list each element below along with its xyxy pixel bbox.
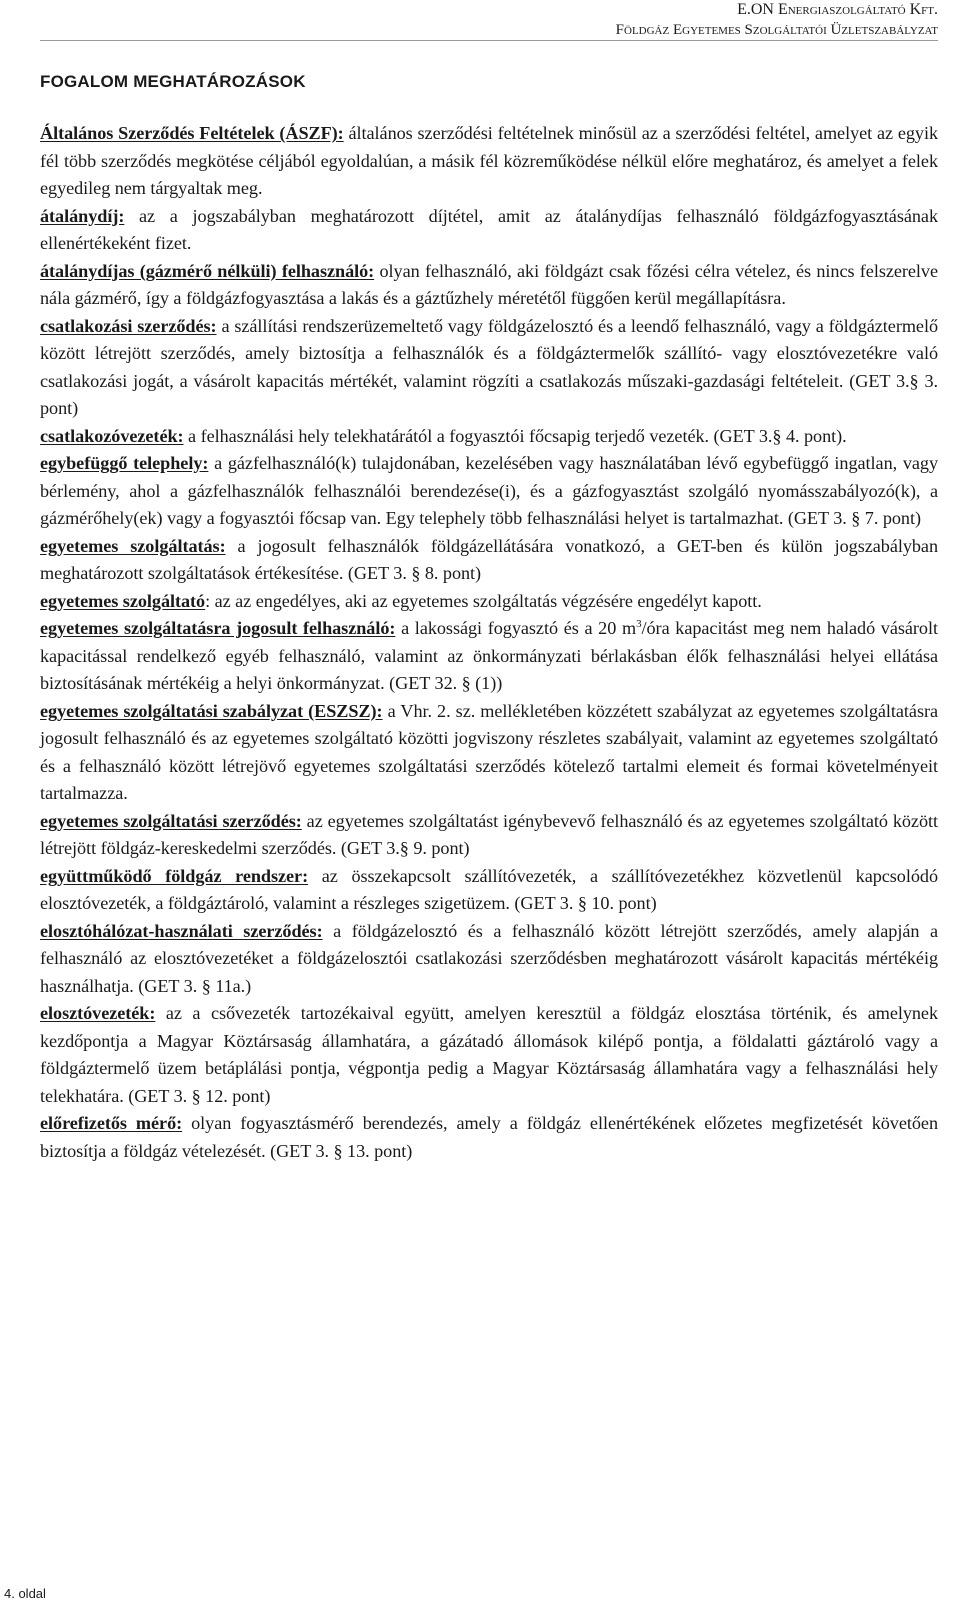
definition-text: általános szerződési feltételnek minősül az a szerződési feltétel, amelyet az egyik fél több szerződés megkötése céljából egyoldalúan, a másik fél közreműködése nélkül előre meghatároz, és amelyet a felek egyedileg nem tárgyaltak meg. (40, 123, 938, 198)
definition-elosztovezetek (40, 1000, 938, 1110)
definition-egyetemes-szolgaltato (40, 588, 938, 616)
definition-egyuttmukodo-rendszer (40, 863, 938, 918)
term: egyetemes szolgáltatási szabályzat (ESZSZ): (40, 700, 383, 721)
term: egyetemes szolgáltató (40, 590, 206, 611)
header-document-title: Földgáz Egyetemes Szolgáltatói Üzletszabályzat (615, 22, 938, 38)
definition-atalanydij (40, 203, 938, 258)
definitions-list (40, 120, 938, 1165)
term: átalánydíjas (gázmérő nélküli) felhasználó: (40, 260, 375, 281)
definition-text: a lakossági fogyasztó és a 20 m (395, 618, 637, 638)
term: egyetemes szolgáltatás: (40, 535, 226, 556)
definition-elosztohalozat-hasznalati (40, 918, 938, 1001)
definition-text: a felhasználási hely telekhatárától a fogyasztói főcsapig terjedő vezeték. (GET 3.§ 4. pont). (183, 425, 847, 446)
definition-egyetemes-szolgaltatasi-szerzodes (40, 808, 938, 863)
definition-text: a földgázelosztó és a felhasználó között létrejött szerződés, amely alapján a felhasználó az elosztóvezetéket a földgázelosztói csatlakozási szerződésben meghatározott vásárolt kapacitás mértékéig használhatja. (GET 3. § 11a.) (40, 920, 938, 996)
term: előrefizetős mérő: (40, 1113, 183, 1133)
definition-elorefizetos-mero (40, 1110, 938, 1165)
definition-text: a szállítási rendszerüzemeltető vagy földgázelosztó és a leendő felhasználó, vagy a földgáztermelő között létrejött szerződés, amely biztosítja a felhasználók és a földgáztermelők szállító- vagy elosztóvezetékre való csatlakozási jogát, a vásárolt kapacitás mértékét, valamint rögzíti a csatlakozás műszaki-gazdasági feltételeit. (GET 3.§ 3. pont) (40, 315, 939, 418)
document-header (616, 0, 938, 40)
page-number: 4. oldal (4, 1586, 46, 1601)
term: átalánydíj: (40, 205, 125, 226)
definition-text: a jogosult felhasználók földgázellátására vonatkozó, a GET-ben és külön jogszabályban meghatározott szolgáltatások értékesítése. (GET 3. § 8. pont) (40, 535, 938, 583)
definition-text: : az az engedélyes, aki az egyetemes szolgáltatás végzésére engedélyt kapott. (205, 590, 762, 611)
definition-csatlakozovezetek (40, 423, 938, 451)
term: csatlakozóvezeték: (40, 425, 184, 446)
definition-text: a gázfelhasználó(k) tulajdonában, kezelésében vagy használatában lévő egybefüggő ingatlan, vagy bérlemény, ahol a gázfelhasználók felhasználói berendezése(i), és a gázfogyasztást szolgáló nyomásszabályozó(k), a gázmérőhely(ek) vagy a fogyasztói főcsap van. Egy telephely több felhasználási helyet is tartalmazhat. (GET 3. § 7. pont) (40, 453, 938, 528)
section-title: FOGALOM MEGHATÁROZÁSOK (40, 72, 306, 91)
header-company: E.ON Energiaszolgáltató Kft. (737, 1, 938, 18)
definition-egyetemes-szolgaltatas (40, 533, 938, 588)
definition-text: az a csővezeték tartozékaival együtt, amelyen keresztül a földgáz elosztása történik, és amelynek kezdőpontja a Magyar Köztársaság államhatára, a gázátadó állomások kilépő pontja, a földalatti gáztároló vagy a földgáztermelő üzem betáplálási pontja, végpontja pedig a Magyar Köztársaság államhatára vagy a felhasználási hely telekhatára. (GET 3. § 12. pont) (40, 1003, 938, 1106)
term: Általános Szerződés Feltételek (ÁSZF): (40, 123, 344, 143)
superscript: 3 (636, 617, 642, 630)
definition-text: az a jogszabályban meghatározott díjtétel, amit az átalánydíjas felhasználó földgázfogyasztásának ellenértékeként fizet. (40, 205, 938, 253)
term: egyetemes szolgáltatásra jogosult felhasználó: (40, 618, 396, 638)
term: elosztóhálózat-használati szerződés: (40, 920, 323, 941)
term: együttműködő földgáz rendszer: (40, 865, 309, 886)
definition-text: a Vhr. 2. sz. mellékletében közzétett szabályzat az egyetemes szolgáltatásra jogosult felhasználó és az egyetemes szolgáltató közötti jogviszony részletes szabályait, valamint az egyetemes szolgáltató és a felhasználó között létrejövő egyetemes szolgáltatási szerződés kötelező tartalmi elemeit és formai követelményeit tartalmazza. (40, 700, 938, 803)
definition-text: olyan fogyasztásmérő berendezés, amely a földgáz ellenértékének előzetes megfizetését követően biztosítja a földgáz vételezését. (GET 3. § 13. pont) (40, 1113, 938, 1161)
definition-text: olyan felhasználó, aki földgázt csak főzési célra vételez, és nincs felszerelve nála gázmérő, így a földgázfogyasztása a lakás és a gáztűzhely méretétől függően kerül megállapításra. (40, 260, 938, 308)
definition-text: az összekapcsolt szállítóvezeték, a szállítóvezetékhez közvetlenül kapcsolódó elosztóvezeték, a földgáztároló, valamint a részleges szigetüzem. (GET 3. § 10. pont) (40, 865, 938, 913)
definition-text: az egyetemes szolgáltatást igénybevevő felhasználó és az egyetemes szolgáltató között létrejött földgáz-kereskedelmi szerződés. (GET 3.§ 9. pont) (40, 810, 938, 858)
definition-jogosult-felhasznalo (40, 615, 938, 698)
definition-egybefuggo-telephely (40, 450, 938, 533)
definition-eszsz (40, 698, 938, 808)
definition-aszf (40, 120, 938, 203)
term: csatlakozási szerződés: (40, 315, 217, 336)
term: elosztóvezeték: (40, 1003, 156, 1023)
header-rule (40, 40, 938, 41)
definition-csatlakozasi-szerzodes (40, 313, 938, 423)
term: egybefüggő telephely: (40, 453, 209, 473)
term: egyetemes szolgáltatási szerződés: (40, 810, 302, 831)
definition-text-cont: /óra kapacitást meg nem haladó vásárolt kapacitással rendelkező egyéb felhasználó, valamint az önkormányzati bérlakásban élők felhasználási helyei ellátása biztosításának mértékéig a helyi önkormányzat. (GET 32. § (1)) (40, 618, 938, 693)
definition-atalanydijas-felhasznalo (40, 258, 938, 313)
